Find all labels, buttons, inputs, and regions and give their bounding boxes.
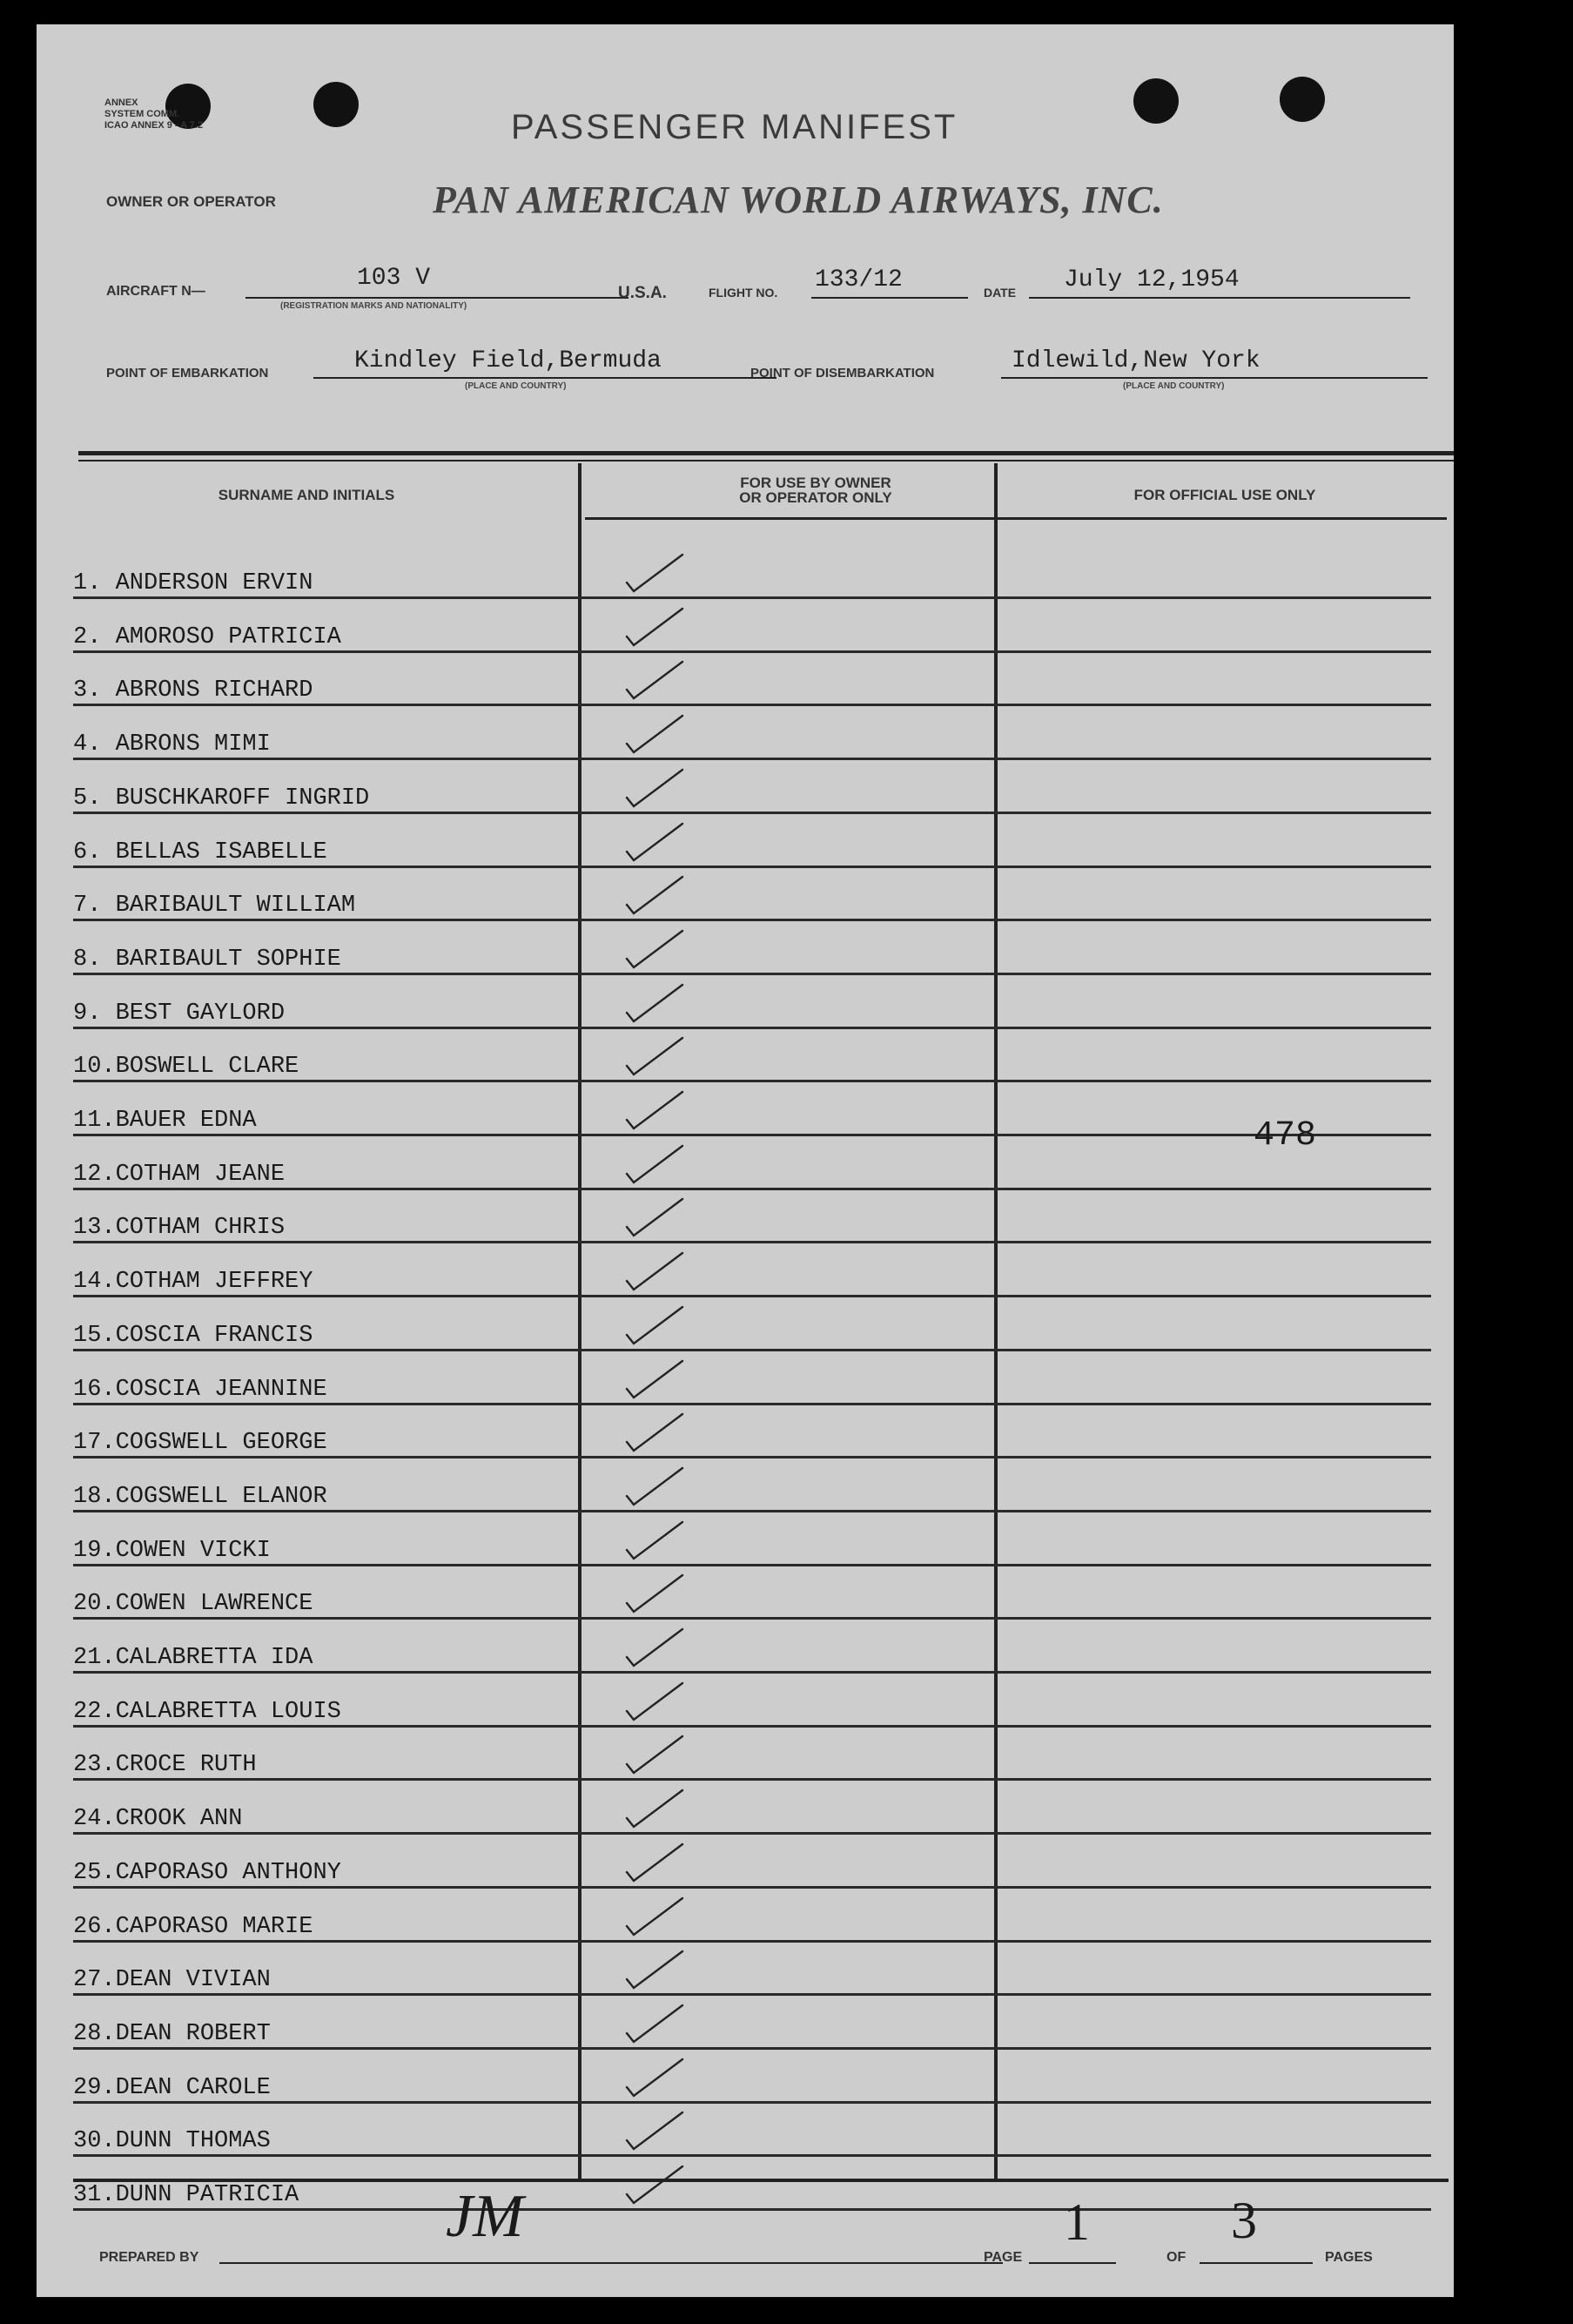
header-rule [585, 517, 1447, 520]
checkmark-icon [622, 1944, 704, 1992]
disembark-label: POINT OF DISEMBARKATION [750, 366, 935, 381]
form-code-line: ICAO ANNEX 9 - A 7.2 [104, 120, 204, 131]
page-underline [1029, 2262, 1116, 2264]
checkmark-icon [622, 2105, 704, 2153]
passenger-name: 6. BELLAS ISABELLE [73, 839, 327, 866]
passenger-name: 19.COWEN VICKI [73, 1537, 271, 1564]
checkmark-icon [622, 2159, 704, 2207]
passenger-row [73, 1351, 1431, 1405]
passenger-name: 27.DEAN VIVIAN [73, 1967, 271, 1994]
passenger-row [73, 1405, 1431, 1458]
passenger-name: 30.DUNN THOMAS [73, 2128, 271, 2155]
passenger-row [73, 921, 1431, 975]
col-header-name: SURNAME AND INITIALS [218, 487, 395, 503]
passenger-name: 12.COTHAM JEANE [73, 1161, 286, 1188]
passenger-row [73, 760, 1431, 814]
flight-underline [811, 297, 968, 299]
checkmark-icon [622, 1783, 704, 1831]
aircraft-value: 103 V [357, 265, 431, 292]
aircraft-underline [245, 297, 629, 299]
table-top-rule [78, 460, 1454, 461]
passenger-row [73, 2157, 1431, 2211]
checkmark-icon [622, 870, 704, 918]
passenger-name: 18.COGSWELL ELANOR [73, 1483, 327, 1510]
table-bottom-rule [73, 2179, 1449, 2182]
checkmark-icon [622, 1837, 704, 1885]
checkmark-icon [622, 1085, 704, 1133]
checkmark-icon [622, 1031, 704, 1079]
passenger-row [73, 1136, 1431, 1190]
passenger-row [73, 867, 1431, 921]
passenger-name: 5. BUSCHKAROFF INGRID [73, 785, 370, 812]
embark-sub: (PLACE AND COUNTRY) [465, 381, 567, 391]
passenger-row [73, 975, 1431, 1029]
passenger-row [73, 2050, 1431, 2104]
passenger-row [73, 2103, 1431, 2157]
embark-underline [313, 377, 776, 379]
passenger-row [73, 814, 1431, 868]
table-top-rule [78, 451, 1454, 455]
disembark-underline [1001, 377, 1428, 379]
passenger-row [73, 1620, 1431, 1674]
col-header-owner-line: FOR USE BY OWNER [740, 475, 891, 491]
passenger-name: 9. BEST GAYLORD [73, 1000, 286, 1027]
checkmark-icon [622, 924, 704, 972]
checkmark-icon [622, 602, 704, 650]
passenger-row [73, 1082, 1431, 1136]
checkmark-icon [622, 709, 704, 757]
passenger-row [73, 1458, 1431, 1512]
manifest-sheet [37, 24, 1454, 2297]
checkmark-icon [622, 1891, 704, 1939]
passenger-row [73, 706, 1431, 760]
passenger-row [73, 1835, 1431, 1889]
aircraft-sub: (REGISTRATION MARKS AND NATIONALITY) [280, 301, 467, 311]
passenger-name: 2. AMOROSO PATRICIA [73, 623, 341, 650]
checkmark-icon [622, 1461, 704, 1509]
passenger-row [73, 1727, 1431, 1781]
passenger-name: 13.COTHAM CHRIS [73, 1215, 286, 1242]
passenger-row [73, 1512, 1431, 1566]
aircraft-label: AIRCRAFT N— [106, 284, 205, 299]
of-underline [1200, 2262, 1313, 2264]
binder-hole [1133, 78, 1179, 124]
checkmark-icon [622, 1300, 704, 1348]
passenger-row [73, 599, 1431, 653]
checkmark-icon [622, 817, 704, 865]
passenger-name: 22.CALABRETTA LOUIS [73, 1698, 341, 1725]
passenger-row [73, 1189, 1431, 1243]
passenger-name: 20.COWEN LAWRENCE [73, 1591, 313, 1618]
passenger-name: 8. BARIBAULT SOPHIE [73, 946, 341, 973]
passenger-name: 11.BAUER EDNA [73, 1108, 257, 1134]
checkmark-icon [622, 2052, 704, 2100]
checkmark-icon [622, 1998, 704, 2046]
passenger-name: 3. ABRONS RICHARD [73, 677, 313, 704]
date-underline [1029, 297, 1410, 299]
checkmark-icon [622, 1139, 704, 1187]
passenger-row [73, 1889, 1431, 1943]
embark-label: POINT OF EMBARKATION [106, 366, 269, 381]
page-number: 1 [1064, 2193, 1090, 2251]
passenger-name: 1. ANDERSON ERVIN [73, 570, 313, 596]
passenger-name: 21.CALABRETTA IDA [73, 1645, 313, 1671]
checkmark-icon [622, 1515, 704, 1563]
passenger-name: 24.CROOK ANN [73, 1806, 243, 1833]
checkmark-icon [622, 1568, 704, 1616]
passenger-name: 17.COGSWELL GEORGE [73, 1430, 327, 1457]
passenger-name: 31.DUNN PATRICIA [73, 2182, 299, 2208]
total-pages: 3 [1231, 2192, 1257, 2249]
passenger-row [73, 1942, 1431, 1996]
passenger-row [73, 1781, 1431, 1835]
passenger-row [73, 1674, 1431, 1728]
prepared-underline [219, 2262, 1003, 2264]
passenger-name: 28.DEAN ROBERT [73, 2020, 271, 2047]
passenger-row [73, 1297, 1431, 1351]
embark-value: Kindley Field,Bermuda [354, 347, 662, 374]
passenger-name: 23.CROCE RUTH [73, 1752, 257, 1779]
disembark-sub: (PLACE AND COUNTRY) [1123, 381, 1225, 391]
checkmark-icon [622, 1676, 704, 1724]
col-header-owner-line: OR OPERATOR ONLY [739, 489, 892, 506]
passenger-name: 16.COSCIA JEANNINE [73, 1376, 327, 1403]
checkmark-icon [622, 978, 704, 1026]
official-note: 478 [1254, 1116, 1317, 1155]
flight-number: 133/12 [815, 266, 903, 293]
checkmark-icon [622, 763, 704, 811]
passenger-name: 25.CAPORASO ANTHONY [73, 1859, 341, 1886]
prepared-label: PREPARED BY [99, 2250, 199, 2265]
row-rule [73, 2208, 1431, 2211]
passenger-name: 4. ABRONS MIMI [73, 731, 271, 758]
passenger-name: 26.CAPORASO MARIE [73, 1913, 313, 1940]
form-code-line: SYSTEM COMM. [104, 109, 180, 119]
flight-label: FLIGHT NO. [709, 286, 778, 300]
disembark-value: Idlewild,New York [1012, 347, 1260, 374]
passenger-row [73, 1028, 1431, 1082]
page-title: PASSENGER MANIFEST [511, 108, 958, 146]
binder-hole [1280, 77, 1325, 122]
passenger-row [73, 1566, 1431, 1620]
prepared-signature: JM [446, 2183, 524, 2250]
owner-label: OWNER OR OPERATOR [106, 193, 276, 210]
passenger-name: 7. BARIBAULT WILLIAM [73, 893, 356, 919]
checkmark-icon [622, 1246, 704, 1294]
passenger-name: 14.COTHAM JEFFREY [73, 1269, 313, 1296]
checkmark-icon [622, 1192, 704, 1240]
passenger-name: 10.BOSWELL CLARE [73, 1054, 299, 1081]
checkmark-icon [622, 548, 704, 596]
passenger-name: 29.DEAN CAROLE [73, 2074, 271, 2101]
checkmark-icon [622, 1407, 704, 1455]
checkmark-icon [622, 1729, 704, 1777]
passenger-row [73, 545, 1431, 599]
passenger-name: 15.COSCIA FRANCIS [73, 1322, 313, 1349]
passenger-row [73, 652, 1431, 706]
col-header-owner [611, 475, 1020, 505]
of-label: OF [1166, 2250, 1186, 2265]
checkmark-icon [622, 1622, 704, 1670]
usa-label: U.S.A. [618, 284, 667, 302]
date-label: DATE [984, 286, 1017, 300]
form-code-line: ANNEX [104, 98, 138, 108]
checkmark-icon [622, 1354, 704, 1402]
form-code [104, 98, 203, 131]
page-label: PAGE [984, 2250, 1023, 2265]
date-value: July 12,1954 [1064, 266, 1240, 293]
pages-label: PAGES [1325, 2250, 1373, 2265]
passenger-row [73, 1243, 1431, 1297]
col-header-official: FOR OFFICIAL USE ONLY [1133, 487, 1316, 503]
passenger-row [73, 1996, 1431, 2050]
airline-name: PAN AMERICAN WORLD AIRWAYS, INC. [433, 179, 1164, 221]
binder-hole [313, 82, 359, 127]
checkmark-icon [622, 655, 704, 703]
